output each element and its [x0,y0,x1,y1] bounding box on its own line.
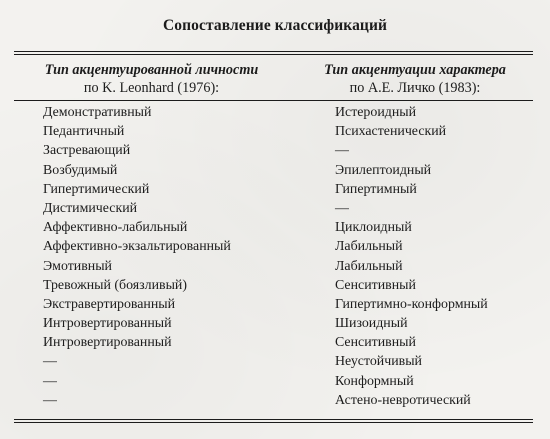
leonhard-type-cell: Возбудимый [43,162,118,178]
table-body [0,103,550,410]
table-title: Сопоставление классификаций [162,17,388,34]
table-row [0,237,550,256]
table-row [0,333,550,352]
table-row [0,352,550,371]
lichko-type-cell: Эпилептоидный [335,162,432,178]
lichko-type-cell: Гипертимный [335,181,417,197]
table-row [0,372,550,391]
lichko-type-cell: Гипертимно-конформный [335,296,488,312]
leonhard-type-cell: — [43,392,57,408]
lichko-type-cell: Лабильный [335,239,403,255]
leonhard-type-cell: Интровертированный [43,316,172,332]
lichko-type-cell: Шизоидный [335,316,408,332]
lichko-type-cell: Неустойчивый [335,354,422,370]
table-row [0,295,550,314]
table-row [0,161,550,180]
lichko-type-cell: Сенситивный [335,335,416,351]
leonhard-type-cell: Застревающий [43,143,131,159]
leonhard-type-cell: Педантичный [43,124,125,140]
leonhard-type-cell: Аффективно-лабильный [43,220,188,236]
right-header-type: Тип акцентуации характера [324,62,506,78]
right-column-header [295,61,535,97]
leonhard-type-cell: Экстравертированный [43,296,176,312]
leonhard-type-cell: — [43,373,57,389]
leonhard-type-cell: Дистимический [43,200,138,216]
leonhard-type-cell: — [43,354,57,370]
table-row [0,103,550,122]
table-row [0,391,550,410]
lichko-type-cell: Конформный [335,373,414,389]
table-row [0,276,550,295]
table-row [0,218,550,237]
leonhard-type-cell: Эмотивный [43,258,112,274]
lichko-type-cell: — [335,200,349,216]
lichko-type-cell: Истероидный [335,105,417,120]
leonhard-type-cell: Интровертированный [43,335,172,351]
left-column-header [14,61,289,97]
left-header-type: Тип акцентуированной личности [44,62,259,78]
left-header-author: по K. Leonhard (1976): [83,80,220,96]
table-row [0,141,550,160]
leonhard-type-cell: Гипертимический [43,181,150,197]
lichko-type-cell: Астено-невротический [335,392,471,408]
leonhard-type-cell: Демонстративный [43,105,152,120]
header-rule [14,100,533,101]
top-rule [14,51,533,52]
lichko-type-cell: Циклоидный [335,220,412,236]
leonhard-type-cell: Тревожный (боязливый) [43,277,187,293]
top-rule-double [14,54,533,55]
lichko-type-cell: Лабильный [335,258,403,274]
leonhard-type-cell: Аффективно-экзальтированный [43,239,231,255]
table-row [0,314,550,333]
lichko-type-cell: Сенситивный [335,277,416,293]
lichko-type-cell: — [335,143,349,159]
table-row [0,180,550,199]
table-row [0,199,550,218]
bottom-rule [14,419,533,420]
table-row [0,257,550,276]
lichko-type-cell: Психастенический [335,124,447,140]
bottom-rule-double [14,422,533,423]
right-header-author: по А.Е. Личко (1983): [349,80,481,96]
table-row [0,122,550,141]
